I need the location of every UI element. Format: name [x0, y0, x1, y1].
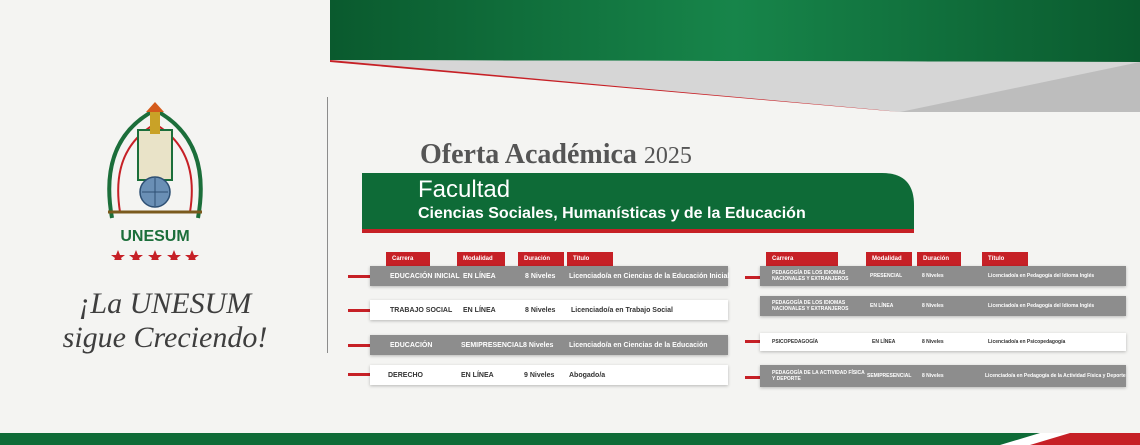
left-header-titulo: Título — [567, 252, 613, 266]
left-header-duracion: Duración — [518, 252, 564, 266]
left-carrera: EDUCACIÓN — [390, 341, 433, 349]
left-titulo: Licenciado/a en Trabajo Social — [571, 306, 673, 314]
title-text: Oferta Académica — [420, 139, 637, 170]
right-duracion: 8 Niveles — [922, 373, 944, 379]
right-table-row — [760, 365, 1126, 387]
right-duracion: 8 Niveles — [922, 339, 944, 345]
bottom-strip — [0, 433, 1140, 445]
right-table-row — [760, 333, 1126, 351]
unesum-logo — [100, 100, 210, 260]
right-modalidad: PRESENCIAL — [870, 273, 903, 279]
left-table-row — [370, 365, 728, 385]
left-duracion: 9 Niveles — [524, 371, 555, 379]
faculty-name: Ciencias Sociales, Humanísticas y de la Educación — [418, 205, 806, 222]
right-carrera: PEDAGOGÍA DE LA ACTIVIDAD FÍSICA Y DEPORTE — [772, 370, 865, 382]
right-modalidad: EN LÍNEA — [872, 339, 896, 345]
right-table-row — [760, 266, 1126, 286]
left-duracion: 8 Niveles — [525, 306, 556, 314]
left-modalidad: EN LÍNEA — [463, 306, 496, 314]
right-header-duracion: Duración — [917, 252, 961, 266]
right-modalidad: EN LÍNEA — [870, 303, 894, 309]
right-duracion: 8 Niveles — [922, 303, 944, 309]
right-header-titulo: Título — [982, 252, 1028, 266]
left-carrera: TRABAJO SOCIAL — [390, 306, 453, 314]
right-header-carrera: Carrera — [766, 252, 838, 266]
right-carrera: PSICOPEDAGOGÍA — [772, 339, 819, 345]
right-titulo: Licenciado/a en Pedagogía del Idioma Inglés — [988, 273, 1095, 279]
left-titulo: Licenciado/a en Ciencias de la Educación Inicial — [569, 272, 730, 280]
left-carrera: EDUCACIÓN INICIAL — [390, 272, 460, 280]
left-table-row — [370, 300, 728, 320]
left-table-row — [370, 335, 728, 355]
logo-acronym: UNESUM — [120, 228, 190, 245]
right-titulo: Licenciado/a en Psicopedagogía — [988, 339, 1066, 345]
left-modalidad: SEMIPRESENCIAL — [461, 341, 524, 349]
faculty-label: Facultad — [418, 176, 511, 203]
right-carrera: PEDAGOGÍA DE LOS IDIOMAS NACIONALES Y EXTRANJEROS — [772, 300, 849, 312]
slogan — [55, 287, 275, 355]
right-table-row — [760, 296, 1126, 316]
vertical-divider — [327, 97, 328, 353]
right-header-modalidad: Modalidad — [866, 252, 912, 266]
left-carrera: DERECHO — [388, 371, 424, 379]
title-year: 2025 — [643, 143, 692, 169]
left-titulo: Abogado/a — [569, 371, 606, 379]
left-modalidad: EN LÍNEA — [461, 371, 494, 379]
slogan-line-2: sigue Creciendo! — [62, 321, 268, 354]
left-titulo: Licenciado/a en Ciencias de la Educación — [569, 341, 708, 349]
right-modalidad: SEMIPRESENCIAL — [867, 373, 912, 379]
left-duracion: 8 Niveles — [525, 272, 556, 280]
left-header-modalidad: Modalidad — [457, 252, 505, 266]
left-header-carrera: Carrera — [386, 252, 430, 266]
page-title — [420, 139, 750, 171]
slogan-line-1: ¡La UNESUM — [78, 287, 252, 320]
left-table-row — [370, 266, 728, 286]
right-titulo: Licenciado/a en Pedagogía del Idioma Inglés — [988, 303, 1095, 309]
right-carrera: PEDAGOGÍA DE LOS IDIOMAS NACIONALES Y EXTRANJEROS — [772, 270, 849, 282]
right-duracion: 8 Niveles — [922, 273, 944, 279]
left-duracion: 8 Niveles — [523, 341, 554, 349]
left-modalidad: EN LÍNEA — [463, 272, 496, 280]
right-titulo: Licenciado/a en Pedagogía de la Actividad Física y Deporte — [985, 373, 1126, 379]
